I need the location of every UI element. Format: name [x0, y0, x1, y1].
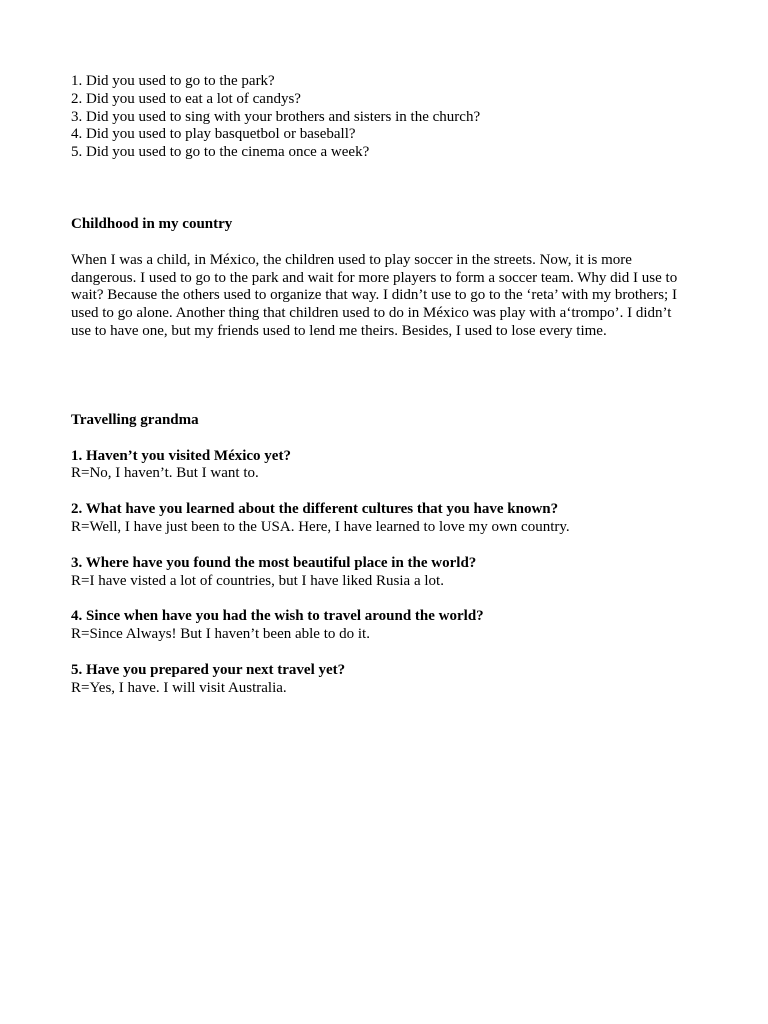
qa-answer: R=Since Always! But I haven’t been able to do it.	[71, 626, 370, 643]
qa-item	[71, 501, 686, 537]
list-item: 3. Did you used to sing with your brothers and sisters in the church?	[71, 108, 481, 125]
qa-answer: R=I have visted a lot of countries, but I have liked Rusia a lot.	[71, 572, 444, 589]
qa-answer: R=No, I haven’t. But I want to.	[71, 465, 259, 482]
qa-answer: R=Yes, I have. I will visit Australia.	[71, 679, 287, 696]
qa-question: 1. Haven’t you visited México yet?	[71, 447, 291, 464]
document-page	[71, 73, 686, 698]
list-item: 5. Did you used to go to the cinema once a week?	[71, 144, 370, 161]
childhood-heading: Childhood in my country	[71, 215, 233, 232]
list-item: 4. Did you used to play basquetbol or baseball?	[71, 126, 356, 143]
qa-question: 4. Since when have you had the wish to travel around the world?	[71, 608, 484, 625]
qa-question: 5. Have you prepared your next travel yet?	[71, 661, 346, 678]
qa-question: 3. Where have you found the most beautiful place in the world?	[71, 554, 477, 571]
qa-item	[71, 608, 686, 644]
question-list	[71, 73, 686, 162]
qa-answer: R=Well, I have just been to the USA. Here, I have learned to love my own country.	[71, 518, 570, 535]
qa-item	[71, 555, 686, 591]
childhood-paragraph: When I was a child, in México, the children used to play soccer in the streets. Now, it is more dangerous. I used to go to the park and wait for more players to form a soccer team. Why did I use to wait? Because the others used to organize that way. I didn’t use to go to the ‘reta’ with my brothers; I used to go alone. Another thing that children used to do in México was play with a‘trompo’. I didn’t use to have one, but my friends used to lend me theirs. Besides, I used to lose every time.	[71, 251, 678, 339]
qa-item	[71, 448, 686, 484]
qa-item	[71, 662, 686, 698]
list-item: 1. Did you used to go to the park?	[71, 73, 275, 89]
qa-question: 2. What have you learned about the different cultures that you have known?	[71, 501, 559, 518]
grandma-heading: Travelling grandma	[71, 411, 199, 428]
list-item: 2. Did you used to eat a lot of candys?	[71, 90, 301, 107]
